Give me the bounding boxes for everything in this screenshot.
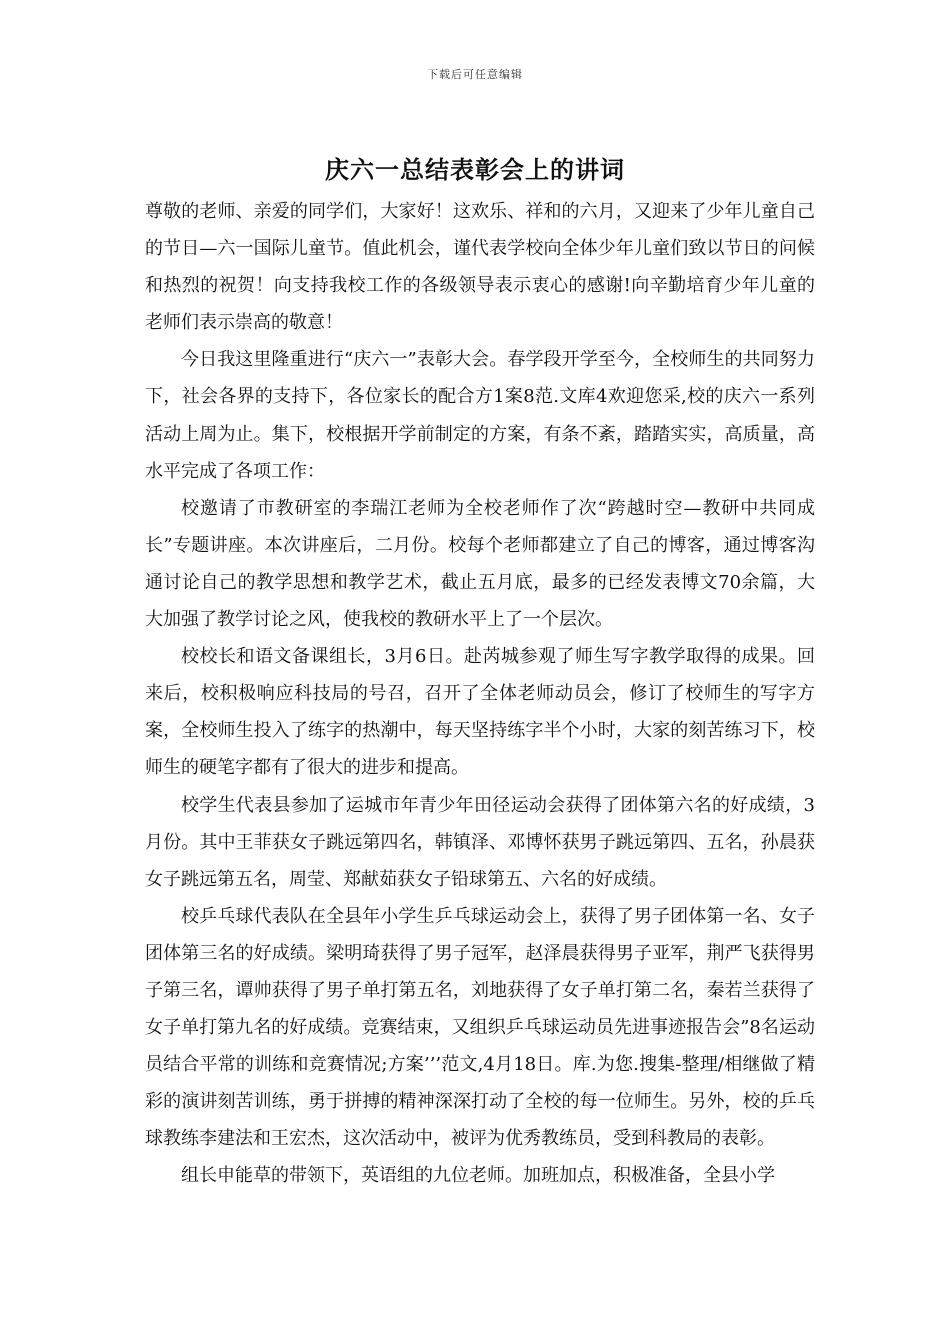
paragraph-ceremony-intro: 今日我这里隆重进行“庆六一”表彰大会。春学段开学至今，全校师生的共同努力下，社会各界的支持下，各位家长的配合方1案8范.文库4欢迎您采,校的庆六一系列活动上周为止。集下，校根据开学前制定的方案，有条不紊，踏踏实实，高质量，高水平完成了各项工作： [145,349,815,482]
paragraph-table-tennis: 校乒乓球代表队在全县年小学生乒乓球运动会上，获得了男子团体第一名、女子团体第三名的好成绩。梁明琦获得了男子冠军，赵泽晨获得男子亚军，荆严飞获得男子第三名，谭帅获得了男子单打第五名，刘地获得了女子单打第二名，秦若兰获得了女子单打第九名的好成绩。竞赛结束，又组织乒乓球运动员先进事迹报告会”8名运动员结合平常的训练和竞赛情况;方案’’’范文,4月18日。库.为您.搜集-整理/相继做了精彩的演讲刻苦训练，勇于拼搏的精神深深打动了全校的每一位师生。另外，校的乒乓球教练李建法和王宏杰，这次活动中，被评为优秀教练员，受到科教局的表彰。 [145,905,815,1150]
paragraph-calligraphy: 校校长和语文备课组长，3月6日。赴芮城参观了师生写字教学取得的成果。回来后，校积极响应科技局的号召，召开了全体老师动员会，修订了校师生的写字方案，全校师生投入了练字的热潮中，每天坚持练字半个小时，大家的刻苦练习下，校师生的硬笔字都有了很大的进步和提高。 [145,646,815,779]
paragraph-track-field: 校学生代表县参加了运城市年青少年田径运动会获得了团体第六名的好成绩，3月份。其中王菲获女子跳远第四名，韩镇泽、邓博怀获男子跳远第四、五名，孙晨获女子跳远第五名，周莹、郑献茹获女子铅球第五、六名的好成绩。 [145,794,815,890]
paragraph-english-group: 组长申能草的带领下，英语组的九位老师。加班加点，积极准备，全县小学 [181,1165,775,1187]
document-body [145,193,815,1195]
paragraph-teaching-research: 校邀请了市教研室的李瑞江老师为全校老师作了次“跨越时空—教研中共同成长”专题讲座。本次讲座后，二月份。校每个老师都建立了自己的博客，通过博客沟通讨论自己的教学思想和教学艺术，截止五月底，最多的已经发表博文70余篇，大大加强了教学讨论之风，使我校的教研水平上了一个层次。 [145,497,815,631]
document-title: 庆六一总结表彰会上的讲词 [325,155,625,184]
paragraph-greeting: 尊敬的老师、亲爱的同学们，大家好！这欢乐、祥和的六月，又迎来了少年儿童自己的节日—六一国际儿童节。值此机会，谨代表学校向全体少年儿童们致以节日的问候和热烈的祝贺！向支持我校工作的各级领导表示衷心的感谢!向辛勤培育少年儿童的老师们表示崇高的敬意！ [145,201,815,334]
header-note: 下载后可任意编辑 [427,68,523,81]
